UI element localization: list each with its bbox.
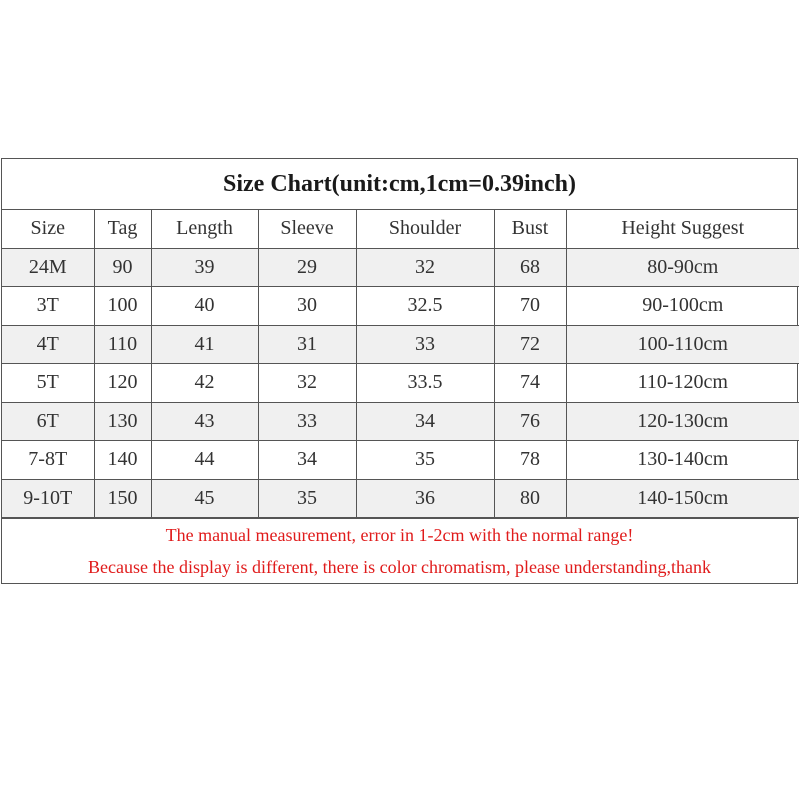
size-table — [2, 210, 799, 518]
table-cell: 40 — [151, 287, 258, 326]
table-cell: 5T — [2, 364, 94, 403]
table-header — [2, 210, 799, 248]
table-cell: 74 — [494, 364, 566, 403]
table-cell: 44 — [151, 441, 258, 480]
note-measurement: The manual measurement, error in 1-2cm with the normal range! — [165, 525, 634, 545]
header-cell-length: Length — [151, 210, 258, 248]
table-row — [2, 248, 799, 287]
table-cell: 32 — [356, 248, 494, 287]
header-row — [2, 210, 799, 248]
table-cell: 76 — [494, 402, 566, 441]
chart-title: Size Chart(unit:cm,1cm=0.39inch) — [2, 159, 797, 210]
size-chart — [1, 158, 798, 584]
table-cell: 90 — [94, 248, 151, 287]
header-cell-size: Size — [2, 210, 94, 248]
table-row — [2, 364, 799, 403]
table-cell: 9-10T — [2, 479, 94, 518]
table-cell: 24M — [2, 248, 94, 287]
table-cell: 150 — [94, 479, 151, 518]
table-cell: 32 — [258, 364, 356, 403]
header-cell-height-suggest: Height Suggest — [566, 210, 799, 248]
note-color: Because the display is different, there is color chromatism, please understanding,thank — [88, 557, 711, 577]
header-cell-tag: Tag — [94, 210, 151, 248]
table-cell: 41 — [151, 325, 258, 364]
table-cell: 33 — [356, 325, 494, 364]
table-cell: 70 — [494, 287, 566, 326]
table-cell: 100-110cm — [566, 325, 799, 364]
table-row — [2, 479, 799, 518]
table-cell: 80 — [494, 479, 566, 518]
table-cell: 100 — [94, 287, 151, 326]
table-cell: 120 — [94, 364, 151, 403]
table-cell: 35 — [258, 479, 356, 518]
table-cell: 140-150cm — [566, 479, 799, 518]
table-cell: 80-90cm — [566, 248, 799, 287]
table-row — [2, 402, 799, 441]
table-cell: 32.5 — [356, 287, 494, 326]
table-cell: 29 — [258, 248, 356, 287]
table-cell: 34 — [258, 441, 356, 480]
table-row — [2, 287, 799, 326]
table-body — [2, 248, 799, 518]
header-cell-shoulder: Shoulder — [356, 210, 494, 248]
table-cell: 35 — [356, 441, 494, 480]
table-cell: 78 — [494, 441, 566, 480]
table-cell: 42 — [151, 364, 258, 403]
table-cell: 43 — [151, 402, 258, 441]
table-cell: 90-100cm — [566, 287, 799, 326]
table-cell: 68 — [494, 248, 566, 287]
table-cell: 45 — [151, 479, 258, 518]
header-cell-bust: Bust — [494, 210, 566, 248]
header-cell-sleeve: Sleeve — [258, 210, 356, 248]
table-cell: 3T — [2, 287, 94, 326]
table-cell: 33 — [258, 402, 356, 441]
table-cell: 110 — [94, 325, 151, 364]
table-cell: 33.5 — [356, 364, 494, 403]
table-cell: 130 — [94, 402, 151, 441]
table-cell: 140 — [94, 441, 151, 480]
table-cell: 110-120cm — [566, 364, 799, 403]
table-cell: 72 — [494, 325, 566, 364]
table-cell: 30 — [258, 287, 356, 326]
table-cell: 31 — [258, 325, 356, 364]
table-cell: 6T — [2, 402, 94, 441]
table-cell: 39 — [151, 248, 258, 287]
table-cell: 7-8T — [2, 441, 94, 480]
table-row — [2, 441, 799, 480]
table-row — [2, 325, 799, 364]
table-cell: 36 — [356, 479, 494, 518]
table-cell: 130-140cm — [566, 441, 799, 480]
table-cell: 4T — [2, 325, 94, 364]
table-cell: 34 — [356, 402, 494, 441]
notes — [2, 518, 797, 583]
table-cell: 120-130cm — [566, 402, 799, 441]
